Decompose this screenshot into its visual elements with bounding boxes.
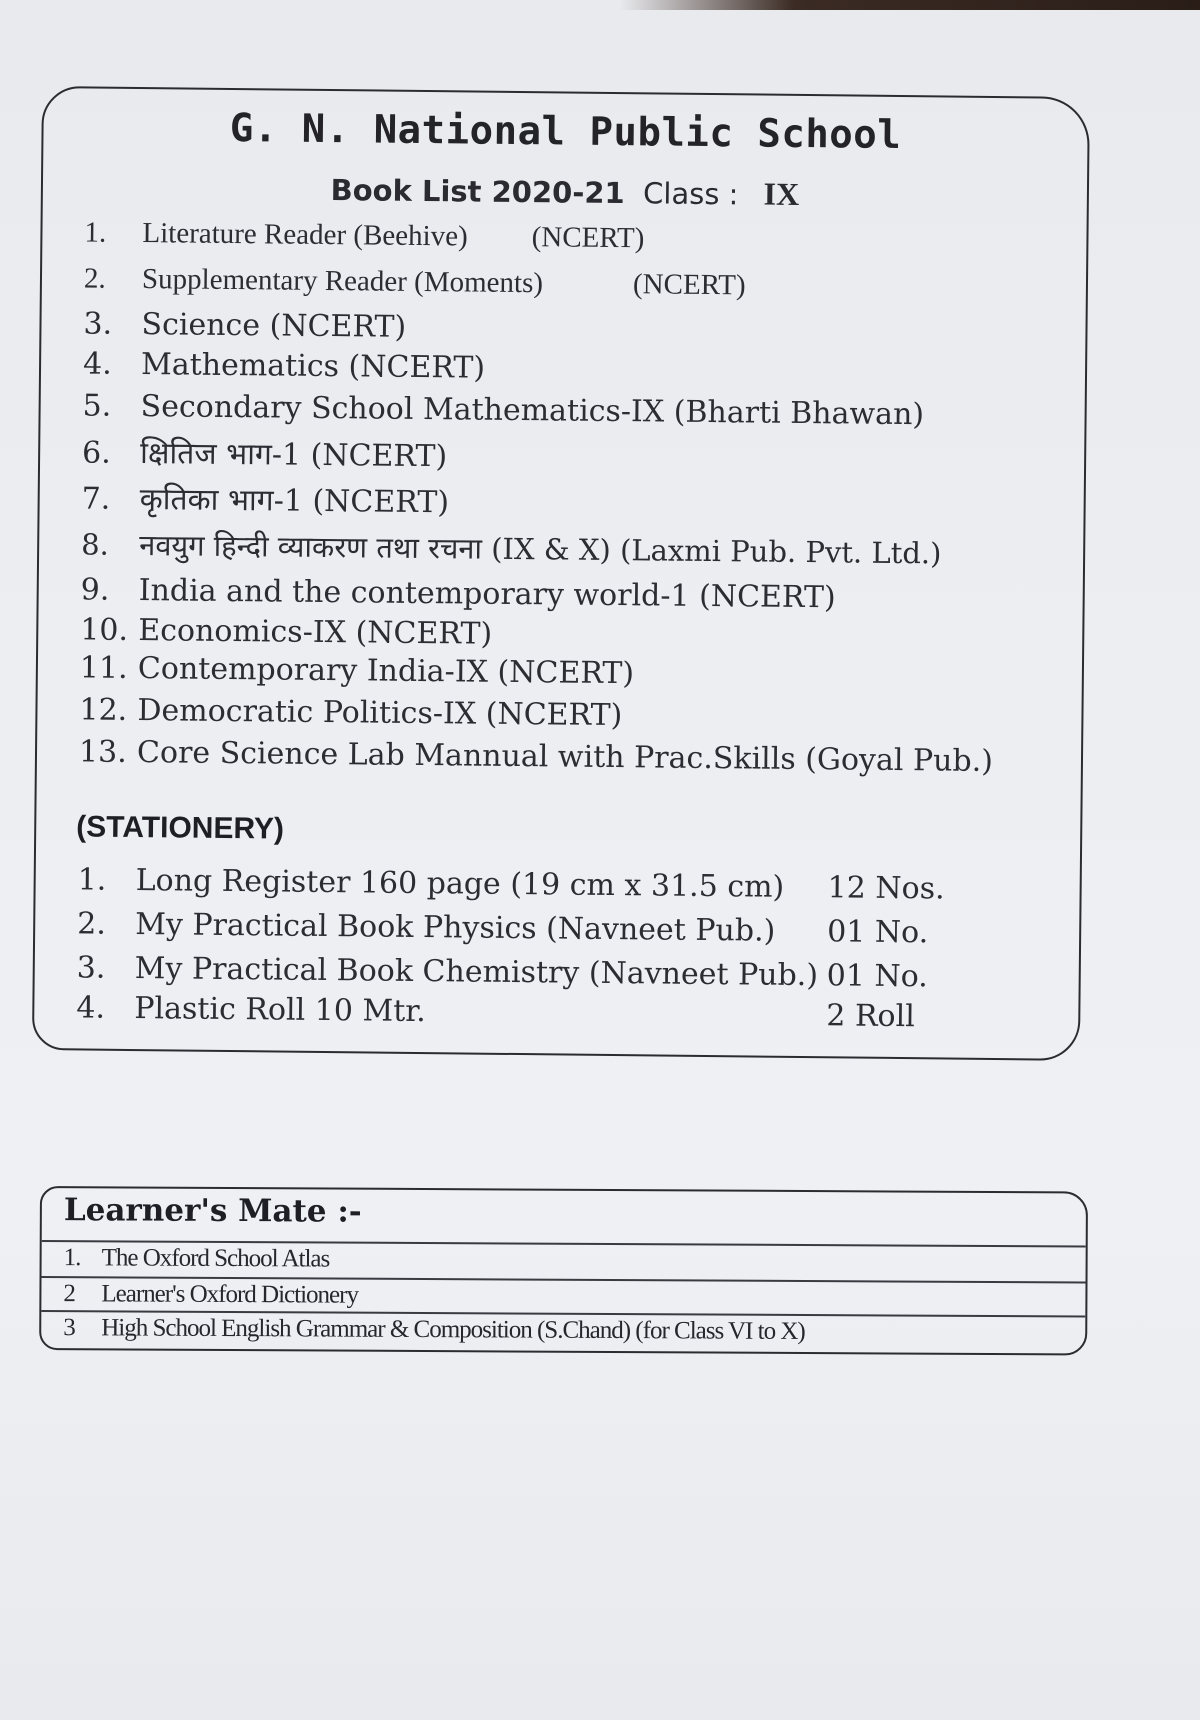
book-publisher: (NCERT) [632,268,746,302]
book-item [83,346,485,385]
book-title: India and the contemporary world-1 (NCERT) [138,573,836,616]
book-item [84,216,644,255]
top-edge-strip [620,0,1200,10]
book-title: कृतिका भाग-1 (NCERT) [139,482,450,521]
learners-mate-box [39,1186,1088,1355]
mate-title: The Oxford School Atlas [101,1244,330,1273]
stationery-number: 1. [77,862,107,898]
stationery-number: 4. [76,990,106,1026]
booklist-year-label: Book List 2020-21 [330,173,625,211]
stationery-heading: (STATIONERY) [76,810,285,846]
stationery-item [76,990,915,1035]
book-item [79,734,993,779]
learners-mate-item [42,1240,1086,1279]
book-title: नवयुग हिन्दी व्याकरण तथा रचना (IX & X) (Laxmi Pub. Pvt. Ltd.) [139,528,942,571]
mate-number: 3 [63,1314,75,1342]
book-title: Literature Reader (Beehive) [142,217,468,253]
school-name: G. N. National Public School [229,105,902,158]
book-list [78,216,1065,779]
book-title: क्षितिज भाग-1 (NCERT) [139,436,448,475]
stationery-quantity: 01 No. [826,958,928,995]
booklist-box [32,86,1090,1061]
stationery-item [77,862,945,907]
stationery-title: My Practical Book Chemistry (Navneet Pub.) [134,951,819,994]
learners-mate-item [41,1276,1085,1315]
mate-number: 2 [63,1280,76,1308]
stationery-title: My Practical Book Physics (Navneet Pub.) [135,907,776,949]
book-number: 1. [84,216,107,249]
book-item [81,572,836,615]
book-item [82,430,447,475]
book-number: 6. [81,435,111,471]
booklist-subtitle [43,168,1087,216]
class-label: Class : [642,176,739,212]
book-item [80,650,635,691]
stationery-item [76,950,928,995]
stationery-item [77,906,929,951]
book-number: 3. [83,306,113,342]
book-number: 13. [78,734,127,770]
book-publisher: (NCERT) [531,221,645,255]
book-item [80,612,492,651]
book-item [81,476,449,521]
book-title: Science (NCERT) [141,307,407,345]
book-title: Secondary School Mathematics-IX (Bharti Bhawan) [140,389,925,433]
book-title: Core Science Lab Mannual with Prac.Skills (Goyal Pub.) [136,735,994,779]
learners-mate-heading: Learner's Mate :- [63,1192,362,1230]
stationery-number: 2. [77,906,107,942]
mate-title: Learner's Oxford Dictionery [101,1280,359,1309]
book-title: Mathematics (NCERT) [140,347,486,386]
book-item [81,524,942,572]
stationery-quantity: 2 Roll [826,998,915,1035]
stationery-quantity: 12 Nos. [827,870,945,907]
book-title: Economics-IX (NCERT) [138,613,493,652]
class-value: IX [763,175,800,212]
book-number: 11. [79,650,128,686]
book-item [79,692,622,733]
learners-mate-item [41,1310,1085,1349]
book-number: 10. [80,612,129,648]
mate-number: 1. [63,1244,81,1272]
stationery-title: Plastic Roll 10 Mtr. [134,991,427,1030]
book-title: Democratic Politics-IX (NCERT) [137,693,623,734]
book-number: 7. [81,481,111,517]
book-item [83,306,406,344]
book-title: Supplementary Reader (Moments) [141,263,544,300]
book-number: 4. [82,346,112,382]
book-title: Contemporary India-IX (NCERT) [137,651,635,692]
book-number: 2. [83,262,106,295]
stationery-title: Long Register 160 page (19 cm x 31.5 cm) [135,863,785,905]
book-number: 9. [80,572,110,608]
book-number: 8. [81,527,110,562]
book-number: 12. [79,692,128,728]
book-item [82,388,924,432]
stationery-number: 3. [76,950,106,986]
mate-title: High School English Grammar & Composition (S.Chand) (for Class VI to X) [101,1314,805,1346]
book-item [84,262,746,302]
book-number: 5. [82,388,112,424]
stationery-quantity: 01 No. [827,914,929,951]
